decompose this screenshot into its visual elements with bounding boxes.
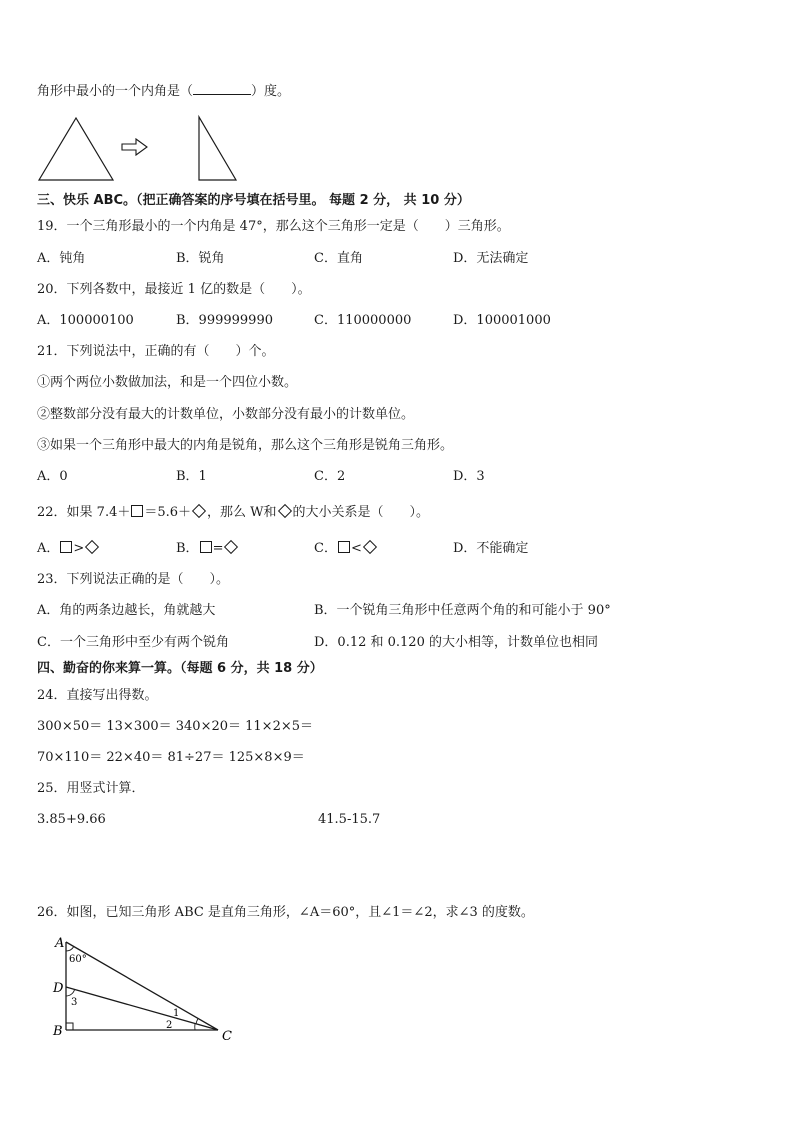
q24-row-2: 70×110＝ 22×40＝ 81÷27＝ 125×8×9＝	[37, 750, 305, 765]
angle-1-label: 1	[173, 1008, 180, 1019]
q22-option-b[interactable]	[176, 540, 239, 558]
q23-option-a[interactable]: A．角的两条边越长，角就越大	[37, 603, 216, 618]
relation-symbol: <	[350, 541, 362, 556]
section-3-title: 三、快乐 ABC。（把正确答案的序号填在括号里。 每题 2 分， 共 10 分）	[37, 193, 470, 208]
relation-symbol: >	[73, 541, 85, 556]
option-letter: C．	[314, 541, 337, 556]
diamond-symbol	[277, 504, 291, 518]
question-20-stem: 20．下列各数中，最接近 1 亿的数是（ ）。	[37, 282, 311, 297]
q22-option-d[interactable]: D．不能确定	[453, 541, 529, 556]
question-24-stem: 24．直接写出得数。	[37, 688, 158, 703]
question-23-stem: 23．下列说法正确的是（ ）。	[37, 572, 230, 587]
q21-option-d[interactable]: D．3	[453, 469, 485, 484]
q20-option-b[interactable]: B．999999990	[176, 313, 273, 328]
vertex-label-c: C	[222, 1029, 232, 1044]
relation-symbol: =	[212, 541, 224, 556]
q22-option-c[interactable]	[314, 540, 378, 558]
question-26-stem: 26．如图，已知三角形 ABC 是直角三角形，∠A＝60°，且∠1＝∠2，求∠3 的度数。	[37, 905, 534, 920]
question-22-stem	[37, 504, 429, 522]
q23-option-c[interactable]: C．一个三角形中至少有两个锐角	[37, 635, 229, 650]
vertex-label-a: A	[55, 936, 65, 951]
square-symbol	[338, 541, 350, 553]
diamond-symbol	[363, 540, 377, 554]
q20-option-d[interactable]: D．100001000	[453, 313, 551, 328]
arrow-icon	[122, 139, 147, 155]
answer-blank[interactable]	[193, 94, 251, 95]
q21-statement-2: ②整数部分没有最大的计数单位，小数部分没有最小的计数单位。	[37, 407, 415, 422]
q22-stem-mid: ＝5.6＋	[144, 505, 192, 520]
q22-stem-end: 的大小关系是（ ）。	[292, 505, 430, 520]
triangle-figure	[36, 114, 246, 184]
q18-text-after: ）度。	[251, 84, 291, 99]
angle-a-label: 60°	[69, 954, 87, 965]
equilateral-triangle	[39, 118, 113, 180]
vertex-label-b: B	[53, 1024, 63, 1039]
question-25-stem: 25．用竖式计算．	[37, 781, 145, 796]
q22-option-a[interactable]	[37, 540, 100, 558]
vertex-label-d: D	[53, 981, 64, 996]
option-letter: A．	[37, 541, 60, 556]
q21-option-c[interactable]: C．2	[314, 469, 346, 484]
q20-option-c[interactable]: C．110000000	[314, 313, 412, 328]
q24-row-1: 300×50＝ 13×300＝ 340×20＝ 11×2×5＝	[37, 719, 314, 734]
q20-option-a[interactable]: A．100000100	[37, 313, 134, 328]
diamond-symbol	[224, 540, 238, 554]
section-4-title: 四、勤奋的你来算一算。（每题 6 分，共 18 分）	[37, 661, 323, 676]
square-symbol	[60, 541, 72, 553]
diamond-symbol	[85, 540, 99, 554]
q23-option-b[interactable]: B．一个锐角三角形中任意两个角的和可能小于 90°	[314, 603, 611, 618]
question-18-continuation	[37, 83, 290, 101]
q19-option-c[interactable]: C．直角	[314, 251, 363, 266]
right-triangle	[199, 117, 236, 180]
q23-option-d[interactable]: D．0.12 和 0.120 的大小相等，计数单位也相同	[314, 635, 598, 650]
q21-statement-3: ③如果一个三角形中最大的内角是锐角，那么这个三角形是锐角三角形。	[37, 438, 454, 453]
right-triangle-abc-figure	[46, 932, 246, 1047]
angle-2-label: 2	[166, 1020, 173, 1031]
q25-expression-2: 41.5-15.7	[318, 812, 381, 827]
q25-expression-1: 3.85+9.66	[37, 812, 106, 827]
q19-option-a[interactable]: A．钝角	[37, 251, 86, 266]
q19-option-b[interactable]: B．锐角	[176, 251, 225, 266]
question-19-stem: 19．一个三角形最小的一个内角是 47°，那么这个三角形一定是（ ）三角形。	[37, 219, 510, 234]
diamond-symbol	[192, 504, 206, 518]
q19-option-d[interactable]: D．无法确定	[453, 251, 529, 266]
q22-stem-suffix: ，那么 W和	[207, 505, 277, 520]
option-letter: B．	[176, 541, 199, 556]
q21-statement-1: ①两个两位小数做加法，和是一个四位小数。	[37, 375, 298, 390]
square-symbol	[200, 541, 212, 553]
q21-option-b[interactable]: B．1	[176, 469, 207, 484]
angle-3-label: 3	[71, 997, 78, 1008]
q18-text-before: 角形中最小的一个内角是（	[37, 84, 194, 99]
question-21-stem: 21．下列说法中，正确的有（ ）个。	[37, 344, 275, 359]
q21-option-a[interactable]: A．0	[37, 469, 68, 484]
square-symbol	[131, 505, 143, 517]
q22-stem-prefix: 22．如果 7.4＋	[37, 505, 131, 520]
